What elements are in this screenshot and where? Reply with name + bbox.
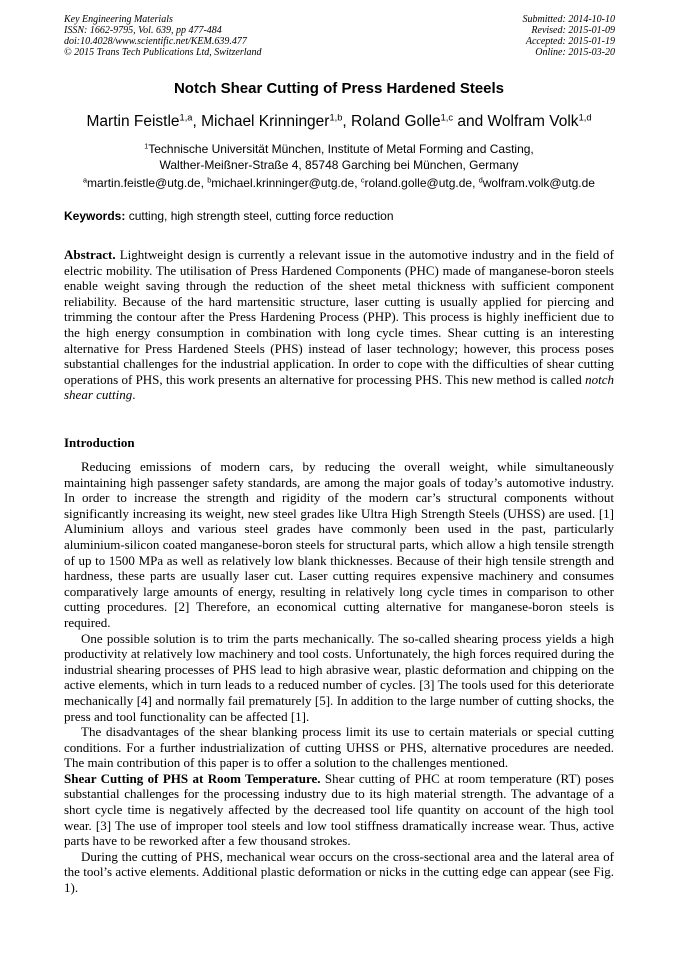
date-online: Online: 2015-03-20	[535, 47, 615, 58]
journal-name: Key Engineering Materials	[64, 14, 173, 25]
email-link[interactable]: roland.golle@utg.de	[364, 176, 473, 190]
abstract-italic: notch shear cutting	[64, 371, 614, 403]
introduction-body	[64, 459, 614, 896]
email-list: $^a$martin.feistle@utg.de, $^b$michael.krinninger@utg.de, $^c$roland.golle@utg.de, $^d$wolfram.volk@utg.de	[83, 175, 595, 190]
abstract-text: Lightweight design is currently a relevant issue in the automotive industry and in the field of electric mobility. The utilisation of Press Hardened Components (PHC) made of manganese-boron steels enable weight saving through the reduction of the sheet metal thickness with sufficient component reliability. Because of the hard martensitic structure, laser cutting is usually applied for piercing and trimming the contour after the Press Hardening Process (PHP). This process is highly inefficient due to the high energy consumption in combination with long cycle times. Shear cutting is an interesting alternative for Press Hardened Steels (PHS) instead of laser technology; however, this process poses substantial challenges for the industrial application. In order to cope with the difficulties of shear cutting operations of PHS, this work presents an alternative for processing PHS. This new method is called	[64, 247, 614, 387]
abstract-label: Abstract.	[64, 247, 116, 262]
email-link[interactable]: michael.krinninger@utg.de	[211, 176, 355, 190]
journal-doi: doi:10.4028/www.scientific.net/KEM.639.477	[64, 36, 247, 47]
author-sup: 1,c	[440, 112, 454, 123]
subsection-label: Shear Cutting of PHS at Room Temperature.	[64, 770, 321, 786]
paragraph: One possible solution is to trim the parts mechanically. The so-called shearing process yields a high productivity at relatively low machinery and tool costs. Unfortunately, the high forces required during the industrial shearing processes of PHS lead to high abrasive wear, plastic deformation and chipping on the active elements, which in turn leads to a reduced number of cycles. [3] The tools used for this deteriorate mechanically [4] and normally fail prematurely [5]. In addition to the large number of cutting shocks, the press and tool functionality can be affected [1].	[64, 630, 614, 724]
journal-copyright: © 2015 Trans Tech Publications Ltd, Switzerland	[64, 47, 262, 58]
author-sup: 1,a	[179, 112, 193, 123]
affiliation	[0, 141, 678, 173]
date-accepted: Accepted: 2015-01-19	[525, 36, 615, 47]
journal-header-left	[64, 14, 262, 58]
affiliation-line-1: Technische Universität München, Institute of Metal Forming and Casting,	[148, 142, 534, 156]
author-name: Wolfram Volk	[487, 113, 579, 130]
date-submitted: Submitted: 2014-10-10	[522, 14, 615, 25]
author-sup: 1,b	[329, 112, 343, 123]
email-link[interactable]: martin.feistle@utg.de	[87, 176, 201, 190]
affiliation-sup: 1	[144, 141, 149, 151]
paragraph: Shear Cutting of PHS at Room Temperature. Shear cutting of PHC at room temperature (RT) poses substantial challenges for the processing industry due to its high material strength. The advantage of a short cycle time is negatively affected by the decreased tool life quantity on account of the high tool wear. [3] The use of improper tool steels and low tool stiffness dramatically increase wear. Thus, active parts have to be reworked after a few thousand strokes.	[64, 770, 614, 849]
author-sup: 1,d	[578, 112, 592, 123]
section-heading-introduction: Introduction	[64, 435, 135, 450]
author-list: Martin Feistle$^{1,a}$, Michael Krinninger$^{1,b}$, Roland Golle$^{1,c}$ and Wolfram Volk$^{1,d}$	[86, 112, 592, 130]
journal-issn: ISSN: 1662-9795, Vol. 639, pp 477-484	[64, 25, 222, 36]
journal-header-right	[523, 14, 616, 58]
affiliation-line-2: Walther-Meißner-Straße 4, 85748 Garching bei München, Germany	[159, 158, 519, 172]
abstract: Abstract. Lightweight design is currently a relevant issue in the automotive industry and in the field of electric mobility. The utilisation of Press Hardened Components (PHC) made of manganese-boron steels enable weight saving through the reduction of the sheet metal thickness with sufficient component reliability. Because of the hard martensitic structure, laser cutting is usually applied for piercing and trimming the contour after the Press Hardening Process (PHP). This process is highly inefficient due to the high energy consumption in combination with long cycle times. Shear cutting is an interesting alternative for Press Hardened Steels (PHS) instead of laser technology; however, this process poses substantial challenges for the industrial application. In order to cope with the difficulties of shear cutting operations of PHS, this work presents an alternative for processing PHS. This new method is called notch shear cutting.	[64, 247, 614, 403]
paragraph: During the cutting of PHS, mechanical wear occurs on the cross-sectional area and the lateral area of the tool’s active elements. Additional plastic deformation or nicks in the cutting edge can appear (see Fig. 1).	[64, 848, 614, 896]
keywords-label: Keywords:	[64, 209, 126, 223]
paper-title: Notch Shear Cutting of Press Hardened Steels	[173, 80, 505, 97]
paragraph: The disadvantages of the shear blanking process limit its use to certain materials or special cutting conditions. For a further industrialization of cutting UHSS or PHS, alternative procedures are needed. The main contribution of this paper is to offer a solution to the challenges mentioned.	[64, 724, 614, 771]
author-name: Michael Krinninger	[201, 113, 330, 130]
author-name: Roland Golle	[351, 113, 441, 130]
keywords-text: cutting, high strength steel, cutting force reduction	[125, 209, 394, 223]
email-link[interactable]: wolfram.volk@utg.de	[482, 176, 595, 190]
date-revised: Revised: 2015-01-09	[531, 25, 615, 36]
keywords	[64, 209, 394, 223]
paragraph: Reducing emissions of modern cars, by reducing the overall weight, while simultaneously maintaining high passenger safety standards, are among the major goals of today’s automotive industry. In order to increase the strength and rigidity of the modern car’s structural components without significantly increasing its weight, new steel grades like Ultra High Strength Steels (UHSS) are used. [1] Aluminium alloys and various steel grades have commonly been used in the past, particularly aluminium-silicon coated manganese-boron steels for structural parts, which allow a high tensile strength of up to 1500 MPa as well as relatively low blank thicknesses. Because of their high tensile strength and hardness, these parts are usually laser cut. Laser cutting requires expensive machinery and consumes comparatively large amounts of energy, resulting in relatively long cycle times in comparison to other cutting procedures. [2] Therefore, an economical cutting alternative for manganese-boron steels is required.	[64, 459, 614, 630]
author-name: Martin Feistle	[86, 113, 180, 130]
